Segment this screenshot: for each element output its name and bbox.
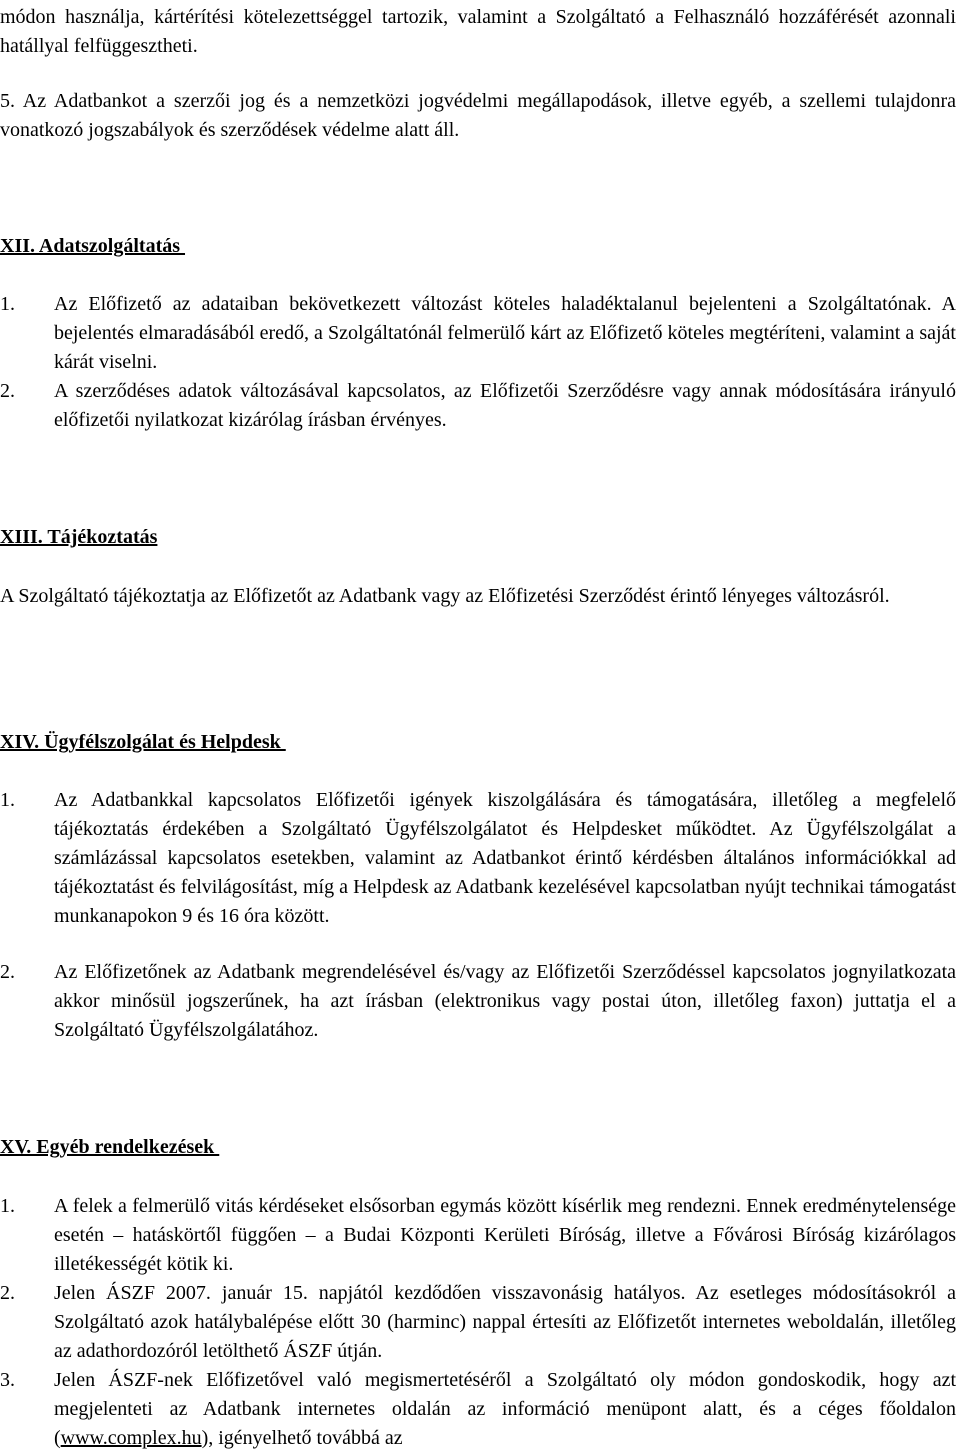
item-number: 2.	[0, 380, 15, 402]
section-xiii-paragraph	[0, 582, 956, 611]
section-xv-item-1	[0, 1192, 956, 1279]
item-number: 2.	[0, 1282, 15, 1304]
section-xv-item-2	[0, 1279, 956, 1366]
intro-paragraph	[0, 3, 956, 61]
item-number: 1.	[0, 293, 15, 315]
section-heading-xii: XII. Adatszolgáltatás	[0, 235, 186, 257]
section-xiii-text: A Szolgáltató tájékoztatja az Előfizetőt az Adatbank vagy az Előfizetési Szerződést érintő lényeges változásról.	[0, 585, 890, 607]
website-link[interactable]: www.complex.hu	[60, 1427, 202, 1449]
item-number: 1.	[0, 789, 15, 811]
intro-paragraph-5	[0, 87, 956, 145]
section-xiv-item-1	[0, 786, 956, 931]
intro-text: módon használja, kártérítési kötelezettséggel tartozik, valamint a Szolgáltató a Felhasználó hozzáférését azonnali hatállyal felfüggesztheti.	[0, 6, 956, 57]
item-text: Az Előfizetőnek az Adatbank megrendelésével és/vagy az Előfizetői Szerződéssel kapcsolatos jognyilatkozata akkor minősül jogszerűnek, ha azt írásban (elektronikus vagy postai úton, illetőleg faxon) juttatja el a Szolgáltató Ügyfélszolgálatához.	[54, 961, 956, 1041]
item-text-before: Jelen ÁSZF-nek Előfizetővel való megismertetéséről a Szolgáltató oly módon gondoskodik, hogy azt megjelenteti az Adatbank internetes oldalán az információ menüpont alatt, és a céges főoldalon (	[54, 1369, 956, 1449]
section-xiv-item-2	[0, 958, 956, 1045]
item-number: 1.	[0, 1195, 15, 1217]
item-number: 3.	[0, 1369, 15, 1391]
item-text: A felek a felmerülő vitás kérdéseket elsősorban egymás között kísérlik meg rendezni. Ennek eredménytelensége esetén – hatáskörtől függően – a Budai Központi Kerületi Bíróság, illetve a Fővárosi Bíróság kizárólagos illetékességét kötik ki.	[54, 1195, 956, 1275]
item-text: Az Előfizető az adataiban bekövetkezett változást köteles haladéktalanul bejelenteni a Szolgáltatónak. A bejelentés elmaradásából eredő, a Szolgáltatónál felmerülő kárt az Előfizető köteles megtéríteni, valamint a saját kárát viselni.	[54, 293, 956, 373]
item-text: Jelen ÁSZF 2007. január 15. napjától kezdődően visszavonásig hatályos. Az esetleges módosításokról a Szolgáltató azok hatálybalépése előtt 30 (harminc) nappal értesíti az Előfizetőt internetes weboldalán, illetőleg az adathordozóról letölthető ÁSZF útján.	[54, 1282, 956, 1362]
item-text: Az Adatbankkal kapcsolatos Előfizetői igények kiszolgálására és támogatására, illetőleg a megfelelő tájékoztatás érdekében a Szolgáltató Ügyfélszolgálatot és Helpdesket működtet. Az Ügyfélszolgálat a számlázással kapcsolatos esetekben, valamint az Adatbankot érintő kérdésben általános információkkal ad tájékoztatást és felvilágosítást, míg a Helpdesk az Adatbank kezelésével kapcsolatban nyújt technikai támogatást munkanapokon 9 és 16 óra között.	[54, 789, 956, 927]
section-xii-item-2	[0, 377, 956, 435]
section-heading-xv: XV. Egyéb rendelkezések	[0, 1136, 220, 1158]
item-number: 2.	[0, 961, 15, 983]
item-text: A szerződéses adatok változásával kapcsolatos, az Előfizetői Szerződésre vagy annak módosítására irányuló előfizetői nyilatkozat kizárólag írásban érvényes.	[54, 380, 956, 431]
section-heading-xiv: XIV. Ügyfélszolgálat és Helpdesk	[0, 731, 286, 753]
item-text-after: ), igényelhető továbbá az	[201, 1427, 403, 1449]
section-xii-item-1	[0, 290, 956, 377]
section-heading-xiii: XIII. Tájékoztatás	[0, 526, 158, 548]
section-xv-item-3	[0, 1366, 956, 1453]
intro-point-5: 5. Az Adatbankot a szerzői jog és a nemzetközi jogvédelmi megállapodások, illetve egyéb, a szellemi tulajdonra vonatkozó jogszabályok és szerződések védelme alatt áll.	[0, 90, 956, 141]
